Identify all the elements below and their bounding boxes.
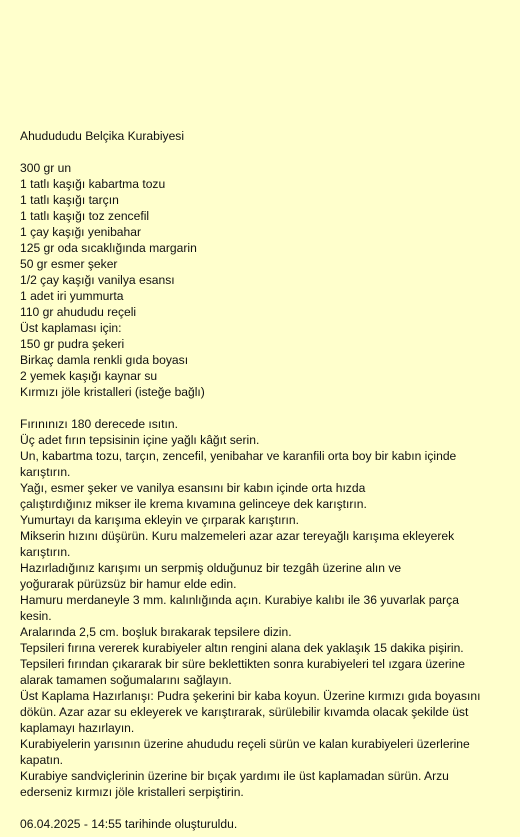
ingredient-item: 125 gr oda sıcaklığında margarin <box>20 241 197 255</box>
ingredient-item: 1 tatlı kaşığı toz zencefil <box>20 209 150 223</box>
ingredient-item: 2 yemek kaşığı kaynar su <box>20 369 158 383</box>
ingredients-list <box>20 160 490 400</box>
ingredient-item: 1 adet iri yummurta <box>20 289 124 303</box>
recipe-title: Ahudududu Belçika Kurabiyesi <box>20 129 185 143</box>
step-item: Hamuru merdaneyle 3 mm. kalınlığında açın. Kurabiye kalıbı ile 36 yuvarlak parça kesin. <box>20 593 459 623</box>
ingredient-item: 150 gr pudra şekeri <box>20 337 125 351</box>
steps-list <box>20 416 490 800</box>
step-item: Üç adet fırın tepsisinin içine yağlı kâğıt serin. <box>20 433 260 447</box>
step-item: Tepsileri fırından çıkararak bir süre beklettikten sonra kurabiyeleri tel ızgara üzerine alarak tamamen soğumalarını sağlayın. <box>20 657 465 687</box>
step-item: Yağı, esmer şeker ve vanilya esansını bir kabın içinde orta hızda <box>20 481 366 495</box>
ingredient-item: 1 tatlı kaşığı kabartma tozu <box>20 177 166 191</box>
spacer <box>20 144 490 160</box>
ingredient-item: Birkaç damla renkli gıda boyası <box>20 353 189 367</box>
ingredient-section-heading: Üst kaplaması için: <box>20 321 122 335</box>
step-item: Tepsileri fırına vererek kurabiyeler altın rengini alana dek yaklaşık 15 dakika pişirin. <box>20 641 464 655</box>
ingredient-item: 1 tatlı kaşığı tarçın <box>20 193 119 207</box>
ingredient-item: Kırmızı jöle kristalleri (isteğe bağlı) <box>20 385 205 399</box>
ingredient-item: 1 çay kaşığı yenibahar <box>20 225 142 239</box>
ingredient-item: 50 gr esmer şeker <box>20 257 118 271</box>
step-item: Mikserin hızını düşürün. Kuru malzemeleri azar azar tereyağlı karışıma ekleyerek karıştırın. <box>20 529 455 559</box>
created-timestamp: 06.04.2025 - 14:55 tarihinde oluşturuldu. <box>20 817 238 831</box>
step-item: çalıştırdığınız mikser ile krema kıvamına gelinceye dek karıştırın. <box>20 497 367 511</box>
step-item: Hazırladığınız karışımı un serpmiş olduğunuz bir tezgâh üzerine alın ve <box>20 561 402 575</box>
spacer <box>20 800 490 816</box>
step-item: yoğurarak pürüzsüz bir hamur elde edin. <box>20 577 237 591</box>
spacer <box>20 400 490 416</box>
step-item: Aralarında 2,5 cm. boşluk bırakarak tepsilere dizin. <box>20 625 292 639</box>
step-item: Fırınınızı 180 derecede ısıtın. <box>20 417 178 431</box>
ingredient-item: 300 gr un <box>20 161 72 175</box>
step-item: Yumurtayı da karışıma ekleyin ve çırparak karıştırın. <box>20 513 299 527</box>
ingredient-item: 1/2 çay kaşığı vanilya esansı <box>20 273 175 287</box>
step-item: Üst Kaplama Hazırlanışı: Pudra şekerini bir kaba koyun. Üzerine kırmızı gıda boyasını dökün. Azar azar su ekleyerek ve karıştırarak, sürülebilir kıvamda olacak şekilde üst kaplamayı hazırlayın. <box>20 689 481 735</box>
ingredient-item: 110 gr ahududu reçeli <box>20 305 137 319</box>
step-item: Kurabiye sandviçlerinin üzerine bir bıçak yardımı ile üst kaplamadan sürün. Arzu ederseniz kırmızı jöle kristalleri serpiştirin. <box>20 769 449 799</box>
step-item: Un, kabartma tozu, tarçın, zencefil, yenibahar ve karanfili orta boy bir kabın içinde karıştırın. <box>20 449 457 479</box>
step-item: Kurabiyelerin yarısının üzerine ahududu reçeli sürün ve kalan kurabiyeleri üzerlerine kapatın. <box>20 737 470 767</box>
recipe-document <box>20 128 490 832</box>
